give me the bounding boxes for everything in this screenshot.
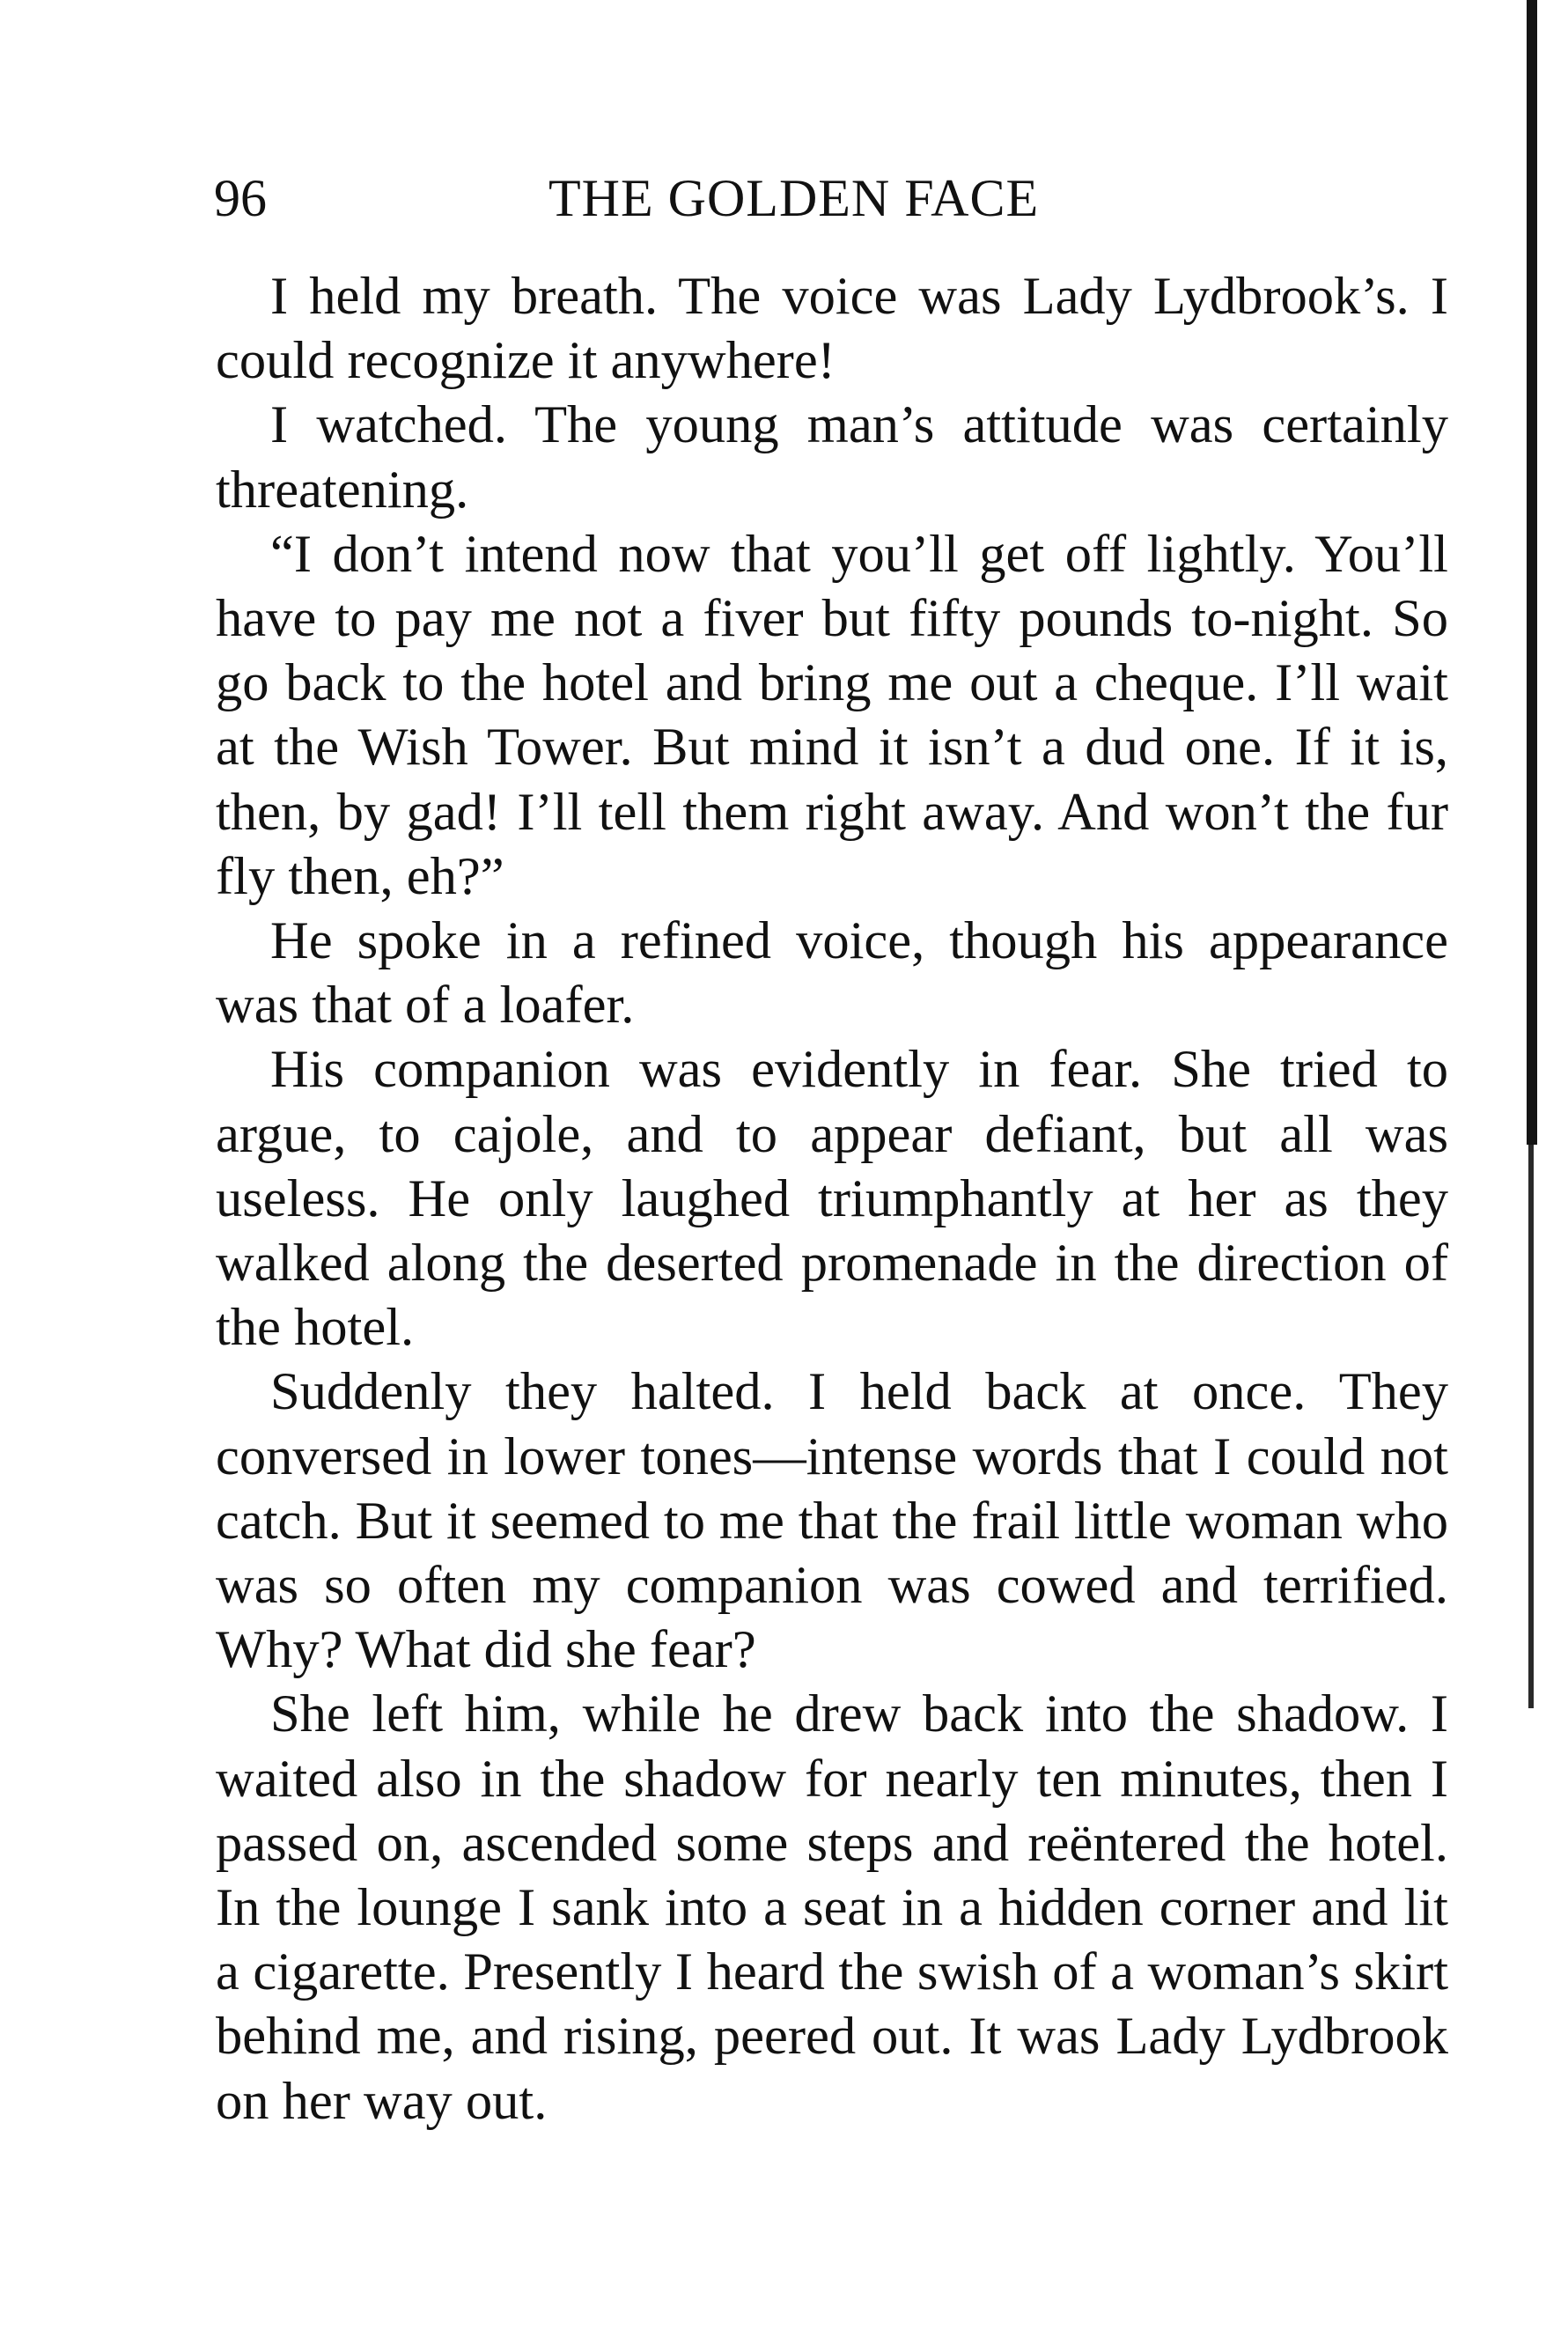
page-header xyxy=(214,158,1447,238)
paragraph: I watched. The young man’s attitude was certainly threatening. xyxy=(216,395,1448,520)
page-number: 96 xyxy=(214,169,267,227)
body-text xyxy=(216,264,1448,2134)
paragraph: Suddenly they halted. I held back at once. They conversed in lower tones—intense words that I could not catch. But it seemed to me that the frail little woman who was so often my companion was cowed and terrified. Why? What did she fear? xyxy=(216,1362,1448,1680)
paragraph: His companion was evidently in fear. She tried to argue, to cajole, and to appear defiant, but all was useless. He only laughed triumphantly at her as they walked along the deserted promenade in the direction of the hotel. xyxy=(216,1040,1448,1358)
binding-shadow-edge xyxy=(1527,0,1537,1145)
running-title: THE GOLDEN FACE xyxy=(548,169,1040,227)
binding-shadow-edge-lower xyxy=(1528,1145,1534,1708)
paragraph: I held my breath. The voice was Lady Lydbrook’s. I could recognize it anywhere! xyxy=(216,267,1448,391)
paragraph: “I don’t intend now that you’ll get off lightly. You’ll have to pay me not a fiver but fifty pounds to-night. So go back to the hotel and bring me out a cheque. I’ll wait at the Wish Tower. But mind it isn’t a dud one. If it is, then, by gad! I’ll tell them right away. And won’t the fur fly then, eh?” xyxy=(216,524,1448,906)
paragraph: She left him, while he drew back into the shadow. I waited also in the shadow for nearly ten minutes, then I passed on, ascended some steps and reëntered the hotel. In the lounge I sank into a seat in a hidden corner and lit a cigarette. Presently I heard the swish of a woman’s skirt behind me, and rising, peered out. It was Lady Lydbrook on her way out. xyxy=(216,1684,1448,2131)
paragraph: He spoke in a refined voice, though his appearance was that of a loafer. xyxy=(216,911,1448,1036)
